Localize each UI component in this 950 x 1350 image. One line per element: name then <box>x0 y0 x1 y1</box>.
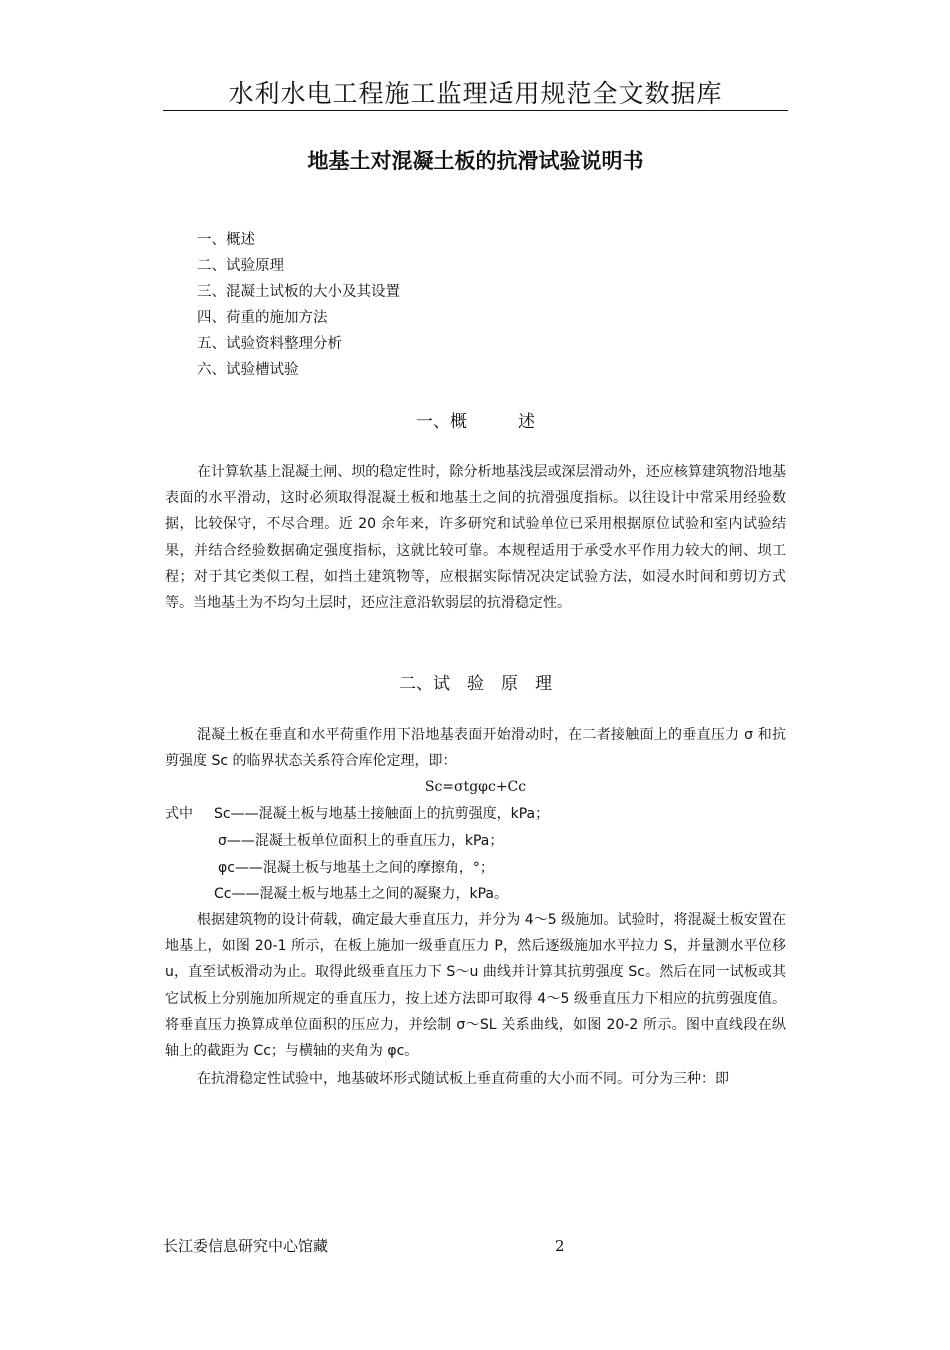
overview-paragraph: 在计算软基上混凝土闸、坝的稳定性时，除分析地基浅层或深层滑动外，还应核算建筑物沿地基表面的水平滑动，这时必须取得混凝土板和地基土之间的抗滑强度指标。以往设计中常采用经验数据，比较保守，不尽合理。近 20 余年来，许多研究和试验单位已采用根据原位试验和室内试验结果，并结合经验数据确定强度指标，这就比较可靠。本规程适用于承受水平作用力较大的闸、坝工程；对于其它类似工程，如挡土建筑物等，应根据实际情况决定试验方法，如浸水时间和剪切方式等。当地基土为不均匀土层时，还应注意沿软弱层的抗滑稳定性。 <box>165 464 786 612</box>
page-number: 2 <box>555 1237 565 1255</box>
definition-sigma: σ——混凝土板单位面积上的垂直压力，kPa； <box>218 833 504 849</box>
document-title: 地基土对混凝土板的抗滑试验说明书 <box>307 149 644 173</box>
definition-cc: Cc——混凝土板与地基土之间的凝聚力，kPa。 <box>214 886 508 902</box>
section-heading-principle: 二、试 验 原 理 <box>399 674 552 694</box>
coulomb-formula: Sc=σtgφc+Cc <box>424 779 527 795</box>
table-of-contents <box>197 227 400 383</box>
toc-item: 一、概述 <box>197 232 255 248</box>
toc-item: 二、试验原理 <box>197 258 284 274</box>
section-heading-overview: 一、概 述 <box>416 412 535 432</box>
running-header: 水利水电工程施工监理适用规范全文数据库 <box>228 79 723 108</box>
definition-phi: φc——混凝土板与地基土之间的摩擦角，°； <box>218 860 494 876</box>
where-label: 式中 <box>165 806 193 822</box>
definition-sc: Sc——混凝土板与地基土接触面上的抗剪强度，kPa； <box>214 806 550 822</box>
footer-archive: 长江委信息研究中心馆藏 <box>163 1237 329 1255</box>
failure-mode-paragraph: 在抗滑稳定性试验中，地基破坏形式随试板上垂直荷重的大小而不同。可分为三种：即 <box>197 1071 729 1087</box>
toc-item: 三、混凝土试板的大小及其设置 <box>197 284 400 300</box>
toc-item: 六、试验槽试验 <box>197 362 299 378</box>
principle-paragraph: 混凝土板在垂直和水平荷重作用下沿地基表面开始滑动时，在二者接触面上的垂直压力 σ 和抗剪强度 Sc 的临界状态关系符合库伦定理，即： <box>165 727 786 770</box>
toc-item: 五、试验资料整理分析 <box>197 336 342 352</box>
header-rule <box>163 110 788 111</box>
toc-item: 四、荷重的施加方法 <box>197 310 328 326</box>
procedure-paragraph: 根据建筑物的设计荷载，确定最大垂直压力，并分为 4～5 级施加。试验时，将混凝土板安置在地基上，如图 20-1 所示，在板上施加一级垂直压力 P，然后逐级施加水平拉力 S，并量测水平位移 u，直至试板滑动为止。取得此级垂直压力下 S～u 曲线并计算其抗剪强度 Sc。然后在同一试板或其它试板上分别施加所规定的垂直压力，按上述方法即可取得 4～5 级垂直压力下相应的抗剪强度值。将垂直压力换算成单位面积的压应力，并绘制 σ～SL 关系曲线，如图 20-2 所示。图中直线段在纵轴上的截距为 Cc；与横轴的夹角为 φc。 <box>165 912 786 1060</box>
